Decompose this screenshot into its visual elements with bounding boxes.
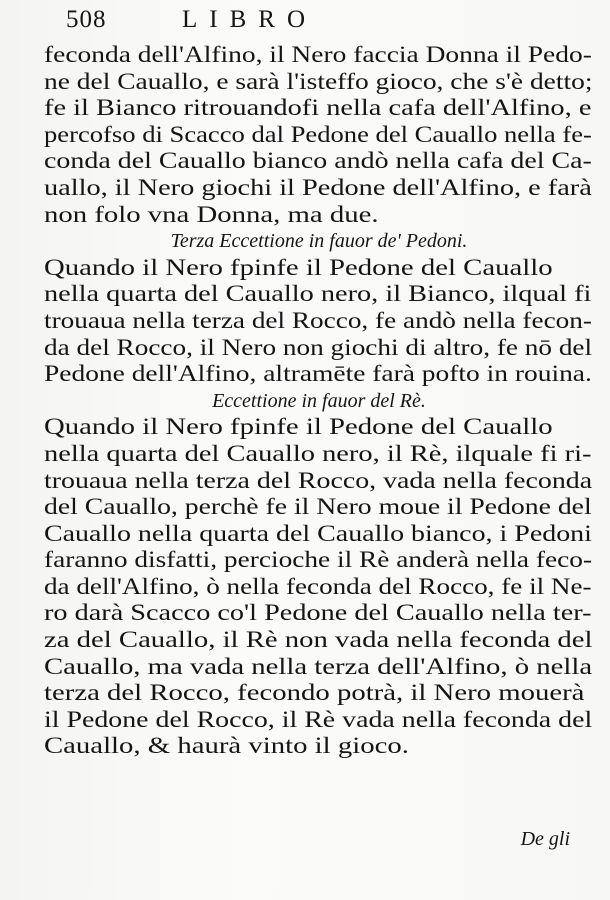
paragraph-2 [44,255,594,388]
text-line: conda del Cauallo bianco andò nella cafa del Ca- [44,148,592,174]
paragraph-3 [44,414,594,760]
page-header [44,4,584,40]
text-line: fe il Bianco ritrouandofi nella cafa dell'Alfino, e [44,95,592,121]
text-line: trouaua nella terza del Rocco, vada nella feconda [44,467,593,493]
text-line: Quando il Nero fpinfe il Pedone del Cauallo [44,254,553,280]
text-line: nella quarta del Cauallo nero, il Bianco, ilqual fi [44,281,592,307]
text-line: Quando il Nero fpinfe il Pedone del Cauallo [44,414,553,440]
text-line: percofso di Scacco dal Pedone del Cauallo nella fe- [44,121,592,147]
text-line: za del Cauallo, il Rè non vada nella feconda del [44,627,593,653]
page-body [44,42,594,760]
text-line: faranno disfatti, percioche il Rè anderà nella feco- [44,547,593,573]
text-line: nella quarta del Cauallo nero, il Rè, ilquale fi ri- [44,440,592,466]
text-line: ro darà Scacco co'l Pedone del Cauallo nella ter- [44,600,592,626]
text-line: Cauallo, & haurà vinto il gioco. [44,733,409,759]
text-line: da del Rocco, il Nero non giochi di altro, fe nō del [44,334,593,360]
text-line: ne del Cauallo, e sarà l'isteffo gioco, che s'è detto; [44,68,593,94]
text-line: da dell'Alfino, ò nella feconda del Rocco, fe il Ne- [44,573,592,599]
text-line: uallo, il Nero giochi il Pedone dell'Alfino, e farà [44,174,592,200]
text-line: terza del Rocco, fecondo potrà, il Nero mouerà [44,680,585,706]
text-line: Cauallo, ma vada nella terza dell'Alfino, ò nella [44,653,593,679]
catchword: De gli [520,828,570,850]
page-number: 508 [66,6,107,33]
paragraph-1 [44,42,594,228]
section-heading: Eccettione in fauor del Rè. [212,389,426,412]
text-line: non folo vna Donna, ma due. [44,201,379,227]
text-line: Pedone dell'Alfino, altramēte farà pofto in rouina. [44,361,592,387]
section-heading: Terza Eccettione in fauor de' Pedoni. [170,230,468,253]
text-line: Cauallo nella quarta del Cauallo bianco, i Pedoni [44,520,592,546]
text-line: il Pedone del Rocco, il Rè vada nella feconda del [44,706,593,732]
text-line: trouaua nella terza del Rocco, fe andò nella fecon- [44,307,592,333]
text-line: del Cauallo, perchè fe il Nero moue il Pedone del [44,494,592,520]
text-line: feconda dell'Alfino, il Nero faccia Donna il Pedo- [44,42,592,67]
running-head: LIBRO [182,6,317,33]
